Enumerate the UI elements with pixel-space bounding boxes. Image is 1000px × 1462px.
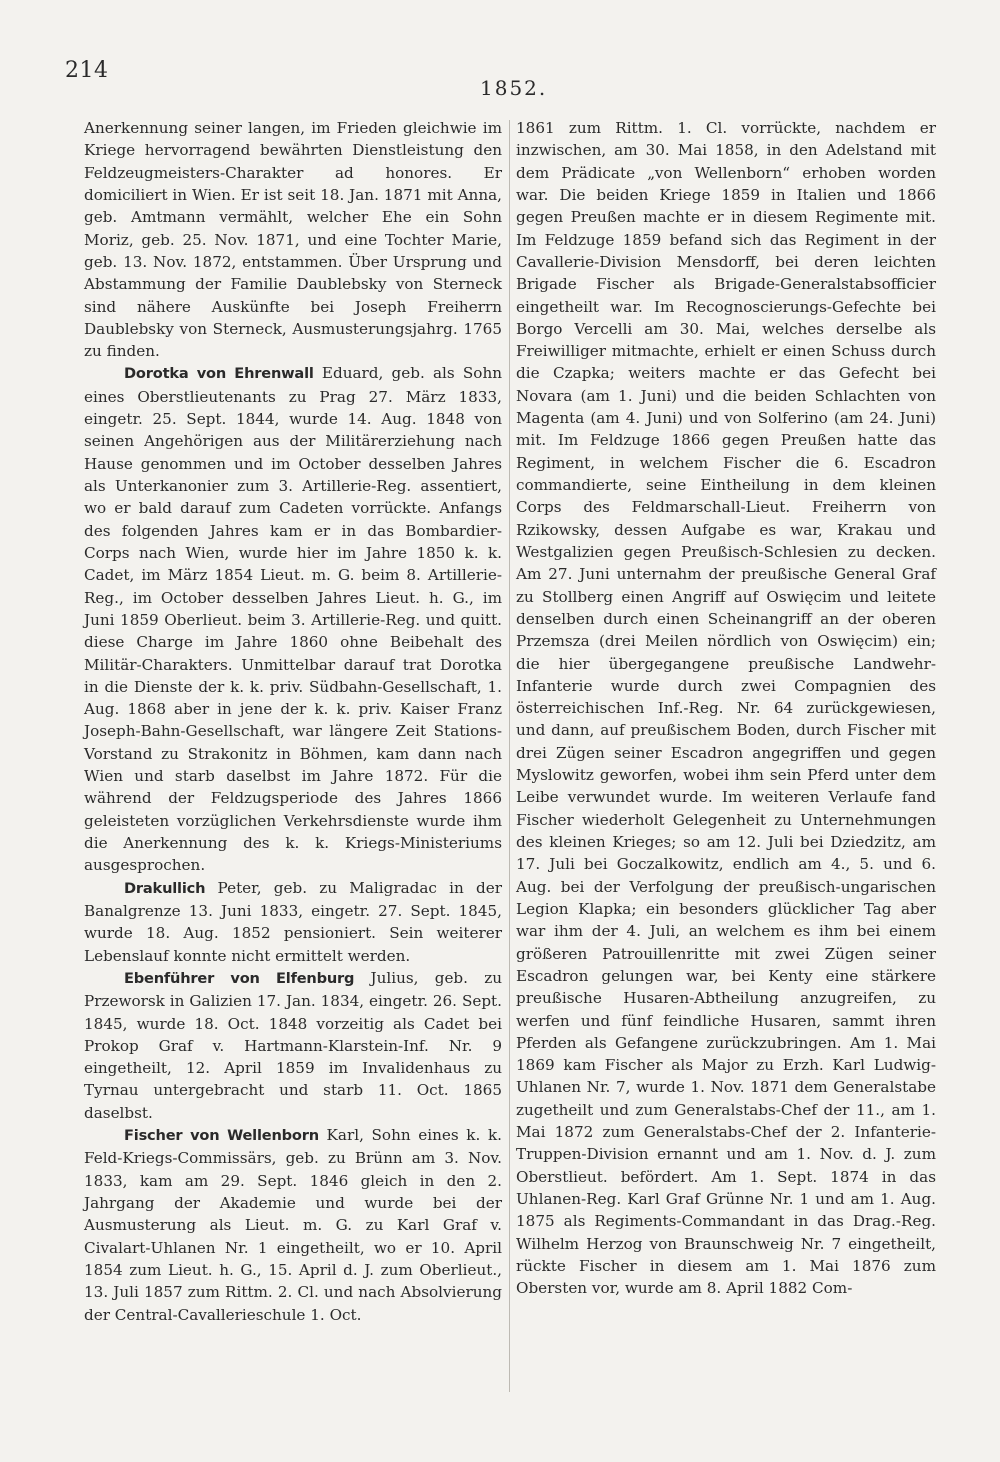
paragraph-text: Anerkennung seiner langen, im Frieden gleichwie im Kriege hervorragend bewährten Dienstleistung den Feldzeugmeisters-Charakter ad honores. Er domiciliert in Wien. Er ist seit 18. Jan. 1871 mit Anna, geb. Amtmann vermählt, welcher Ehe ein Sohn Moriz, geb. 25. Nov. 1871, und eine Tochter Marie, geb. 13. Nov. 1872, entstammen. Über Ursprung und Abstammung der Familie Daublebsky von Sterneck sind nähere Auskünfte bei Joseph Freiherrn Daublebsky von Sterneck, Ausmusterungsjahrg. 1765 zu finden. <box>84 119 502 361</box>
running-header-year: 1852. <box>480 76 548 100</box>
entry-text: Julius, geb. zu Przeworsk in Galizien 17. Jan. 1834, eingetr. 26. Sept. 1845, wurde 18. Oct. 1848 vorzeitig als Cadet bei Prokop Graf v. Hartmann-Klarstein-Inf. Nr. 9 eingetheilt, 12. April 1859 im Invalidenhaus zu Tyrnau untergebracht und starb 11. Oct. 1865 daselbst. <box>84 968 502 1122</box>
left-column <box>84 117 502 1326</box>
entry-name: Fischer von Wellenborn <box>124 1127 319 1145</box>
page-number: 214 <box>65 58 109 83</box>
right-paragraph-1 <box>516 117 936 1300</box>
column-divider <box>509 120 510 1392</box>
right-column <box>516 117 936 1300</box>
entry-fischer <box>84 1124 502 1326</box>
entry-text: Peter, geb. zu Maligradac in der Banalgrenze 13. Juni 1833, eingetr. 27. Sept. 1845, wurde 18. Aug. 1852 pensioniert. Sein weiterer Lebenslauf konnte nicht ermittelt werden. <box>84 878 502 965</box>
left-paragraph-1 <box>84 117 502 362</box>
entry-text: Karl, Sohn eines k. k. Feld-Kriegs-Commissärs, geb. zu Brünn am 3. Nov. 1833, kam am 29. Sept. 1846 gleich in den 2. Jahrgang der Akademie und wurde bei der Ausmusterung als Lieut. m. G. zu Karl Graf v. Civalart-Uhlanen Nr. 1 eingetheilt, wo er 10. April 1854 zum Lieut. h. G., 15. April d. J. zum Oberlieut., 13. Juli 1857 zum Rittm. 2. Cl. und nach Absolvierung der Central-Cavallerieschule 1. Oct. <box>84 1126 502 1324</box>
entry-name: Drakullich <box>124 879 206 897</box>
entry-name: Dorotka von Ehrenwall <box>124 365 314 383</box>
entry-drakullich <box>84 877 502 967</box>
entry-name: Ebenführer von Elfenburg <box>124 969 355 987</box>
entry-dorotka <box>84 362 502 876</box>
entry-text: Eduard, geb. als Sohn eines Oberstlieutenants zu Prag 27. März 1833, eingetr. 25. Sept. 1844, wurde 14. Aug. 1848 von seinen Angehörigen aus der Militärerziehung nach Hause genommen und im October desselben Jahres als Unterkanonier zum 3. Artillerie-Reg. assentiert, wo er bald darauf zum Cadeten vorrückte. Anfangs des folgenden Jahres kam er in das Bombardier-Corps nach Wien, wurde hier im Jahre 1850 k. k. Cadet, im März 1854 Lieut. m. G. beim 8. Artillerie-Reg., im October desselben Jahres Lieut. h. G., im Juni 1859 Oberlieut. beim 3. Artillerie-Reg. und quitt. diese Charge im Jahre 1860 ohne Beibehalt des Militär-Charakters. Unmittelbar darauf trat Dorotka in die Dienste der k. k. priv. Südbahn-Gesellschaft, 1. Aug. 1868 aber in jene der k. k. priv. Kaiser Franz Joseph-Bahn-Gesellschaft, war längere Zeit Stations-Vorstand zu Strakonitz in Böhmen, kam dann nach Wien und starb daselbst im Jahre 1872. Für die während der Feldzugsperiode des Jahres 1866 geleisteten vorzüglichen Verkehrsdienste wurde ihm die Anerkennung des k. k. Kriegs-Ministeriums ausgesprochen. <box>84 364 503 875</box>
paragraph-text: 1861 zum Rittm. 1. Cl. vorrückte, nachdem er inzwischen, am 30. Mai 1858, in den Adelstand mit dem Prädicate „von Wellenborn“ erhoben worden war. Die beiden Kriege 1859 in Italien und 1866 gegen Preußen machte er in diesem Regimente mit. Im Feldzuge 1859 befand sich das Regiment in der Cavallerie-Division Mensdorff, bei deren leichten Brigade Fischer als Brigade-Generalstabsofficier eingetheilt war. Im Recognoscierungs-Gefechte bei Borgo Vercelli am 30. Mai, welches derselbe als Freiwilliger mitmachte, erhielt er einen Schuss durch die Czapka; weiters machte er das Gefecht bei Novara (am 1. Juni) und die beiden Schlachten von Magenta (am 4. Juni) und von Solferino (am 24. Juni) mit. Im Feldzuge 1866 gegen Preußen hatte das Regiment, in welchem Fischer die 6. Escadron commandierte, seine Eintheilung in dem kleinen Corps des Feldmarschall-Lieut. Freiherrn von Rzikowsky, dessen Aufgabe es war, Krakau und Westgalizien gegen Preußisch-Schlesien zu decken. Am 27. Juni unternahm der preußische General Graf zu Stollberg einen Angriff auf Oswięcim und leitete denselben durch einen Scheinangriff an der oberen Przemsza (drei Meilen nördlich von Oswięcim) ein; die hier übergegangene preußische Landwehr-Infanterie wurde durch zwei Compagnien des österreichischen Inf.-Reg. Nr. 64 zurückgewiesen, und dann, auf preußischem Boden, durch Fischer mit drei Zügen seiner Escadron angegriffen und gegen Myslowitz geworfen, wobei ihm sein Pferd unter dem Leibe verwundet wurde. Im weiteren Verlaufe fand Fischer wiederholt Gelegenheit zu Unternehmungen des kleinen Krieges; so am 12. Juli bei Dziedzitz, am 17. Juli bei Goczalkowitz, endlich am 4., 5. und 6. Aug. bei der Verfolgung der preußisch-ungarischen Legion Klapka; ein besonders glücklicher Tag aber war ihm der 4. Juli, an welchem es ihm bei einem größeren Patrouillenritte mit zwei Zügen seiner Escadron gelungen war, bei Kenty eine stärkere preußische Husaren-Abtheilung anzugreifen, zu werfen und fünf feindliche Husaren, sammt ihren Pferden als Gefangene zurückzubringen. Am 1. Mai 1869 kam Fischer als Major zu Erzh. Karl Ludwig-Uhlanen Nr. 7, wurde 1. Nov. 1871 dem Generalstabe zugetheilt und zum Generalstabs-Chef der 11., am 1. Mai 1872 zum Generalstabs-Chef der 2. Infanterie-Truppen-Division ernannt und am 1. Nov. d. J. zum Oberstlieut. befördert. Am 1. Sept. 1874 in das Uhlanen-Reg. Karl Graf Grünne Nr. 1 und am 1. Aug. 1875 als Regiments-Commandant in das Drag.-Reg. Wilhelm Herzog von Braunschweig Nr. 7 eingetheilt, rückte Fischer in diesem am 1. Mai 1876 zum Obersten vor, wurde am 8. April 1882 Com- <box>516 119 936 1298</box>
entry-ebenfuehrer <box>84 967 502 1124</box>
